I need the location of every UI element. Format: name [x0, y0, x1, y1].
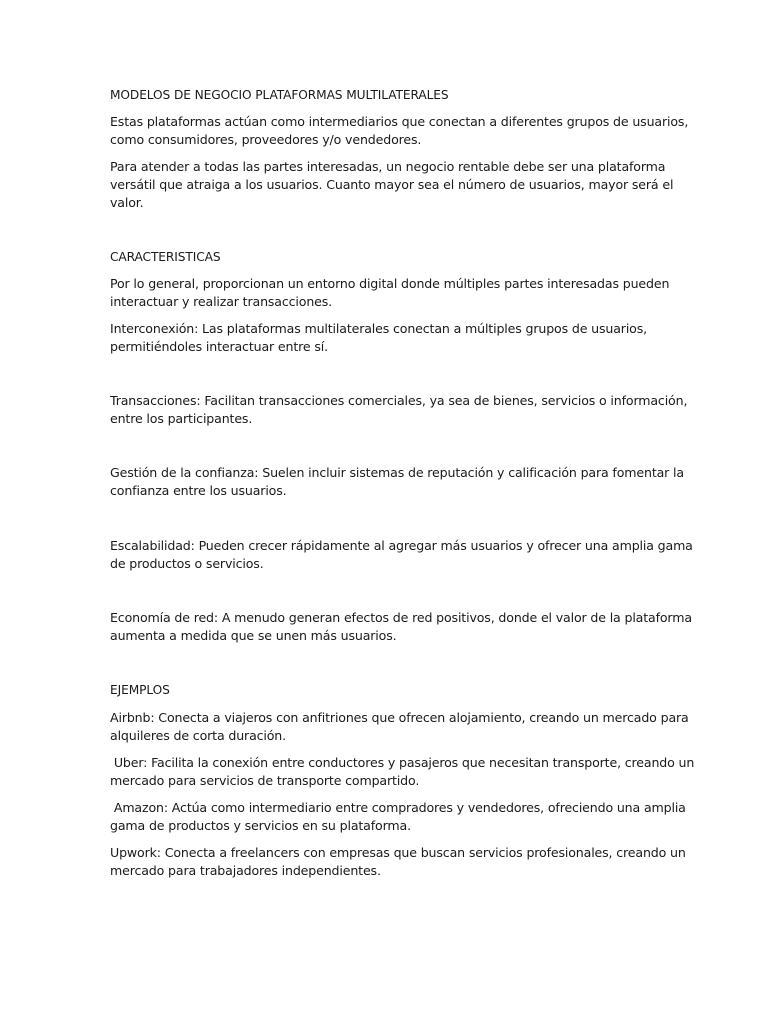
text-line: gama de productos y servicios en su plataforma.: [110, 818, 411, 833]
characteristics-paragraph-1: [110, 275, 670, 311]
text-line: entre los participantes.: [110, 411, 253, 426]
text-line: interactuar y realizar transacciones.: [110, 294, 333, 309]
text-line: Uber: Facilita la conexión entre conductores y pasajeros que necesitan transporte, creando un: [110, 755, 695, 770]
document-title: MODELOS DE NEGOCIO PLATAFORMAS MULTILATERALES: [110, 88, 449, 102]
characteristics-paragraph-5: [110, 537, 693, 573]
text-line: Transacciones: Facilitan transacciones comerciales, ya sea de bienes, servicios o información,: [110, 393, 688, 408]
intro-paragraph-2: [110, 158, 674, 212]
text-line: valor.: [110, 195, 144, 210]
text-line: como consumidores, proveedores y/o vendedores.: [110, 132, 422, 147]
text-line: Estas plataformas actúan como intermediarios que conectan a diferentes grupos de usuarios,: [110, 114, 689, 129]
characteristics-paragraph-4: [110, 464, 684, 500]
text-line: Por lo general, proporcionan un entorno digital donde múltiples partes interesadas pueden: [110, 276, 670, 291]
text-line: Para atender a todas las partes interesadas, un negocio rentable debe ser una plataforma: [110, 159, 666, 174]
examples-heading: EJEMPLOS: [110, 683, 170, 697]
text-line: de productos o servicios.: [110, 556, 264, 571]
characteristics-paragraph-2: [110, 320, 670, 356]
text-line: Amazon: Actúa como intermediario entre compradores y vendedores, ofreciendo una amplia: [110, 800, 686, 815]
example-airbnb: [110, 709, 689, 745]
example-uber: [110, 754, 695, 790]
text-line: Escalabilidad: Pueden crecer rápidamente al agregar más usuarios y ofrecer una amplia gama: [110, 538, 693, 553]
text-line: confianza entre los usuarios.: [110, 483, 287, 498]
text-line: permitiéndoles interactuar entre sí.: [110, 339, 328, 354]
text-line: mercado para trabajadores independientes.: [110, 863, 381, 878]
text-line: mercado para servicios de transporte compartido.: [110, 773, 420, 788]
example-amazon: [110, 799, 686, 835]
characteristics-paragraph-3: [110, 392, 688, 428]
text-line: Interconexión: Las plataformas multilaterales conectan a múltiples grupos de usuarios,: [110, 321, 647, 336]
characteristics-paragraph-6: [110, 609, 692, 645]
example-upwork: [110, 844, 686, 880]
text-line: Airbnb: Conecta a viajeros con anfitriones que ofrecen alojamiento, creando un mercado para: [110, 710, 689, 725]
characteristics-heading: CARACTERISTICAS: [110, 250, 221, 264]
text-line: Upwork: Conecta a freelancers con empresas que buscan servicios profesionales, creando un: [110, 845, 686, 860]
text-line: aumenta a medida que se unen más usuarios.: [110, 628, 397, 643]
text-line: versátil que atraiga a los usuarios. Cuanto mayor sea el número de usuarios, mayor será el: [110, 177, 674, 192]
text-line: Economía de red: A menudo generan efectos de red positivos, donde el valor de la plataforma: [110, 610, 692, 625]
text-line: alquileres de corta duración.: [110, 728, 286, 743]
text-line: Gestión de la confianza: Suelen incluir sistemas de reputación y calificación para fomentar la: [110, 465, 684, 480]
intro-paragraph-1: [110, 113, 689, 149]
